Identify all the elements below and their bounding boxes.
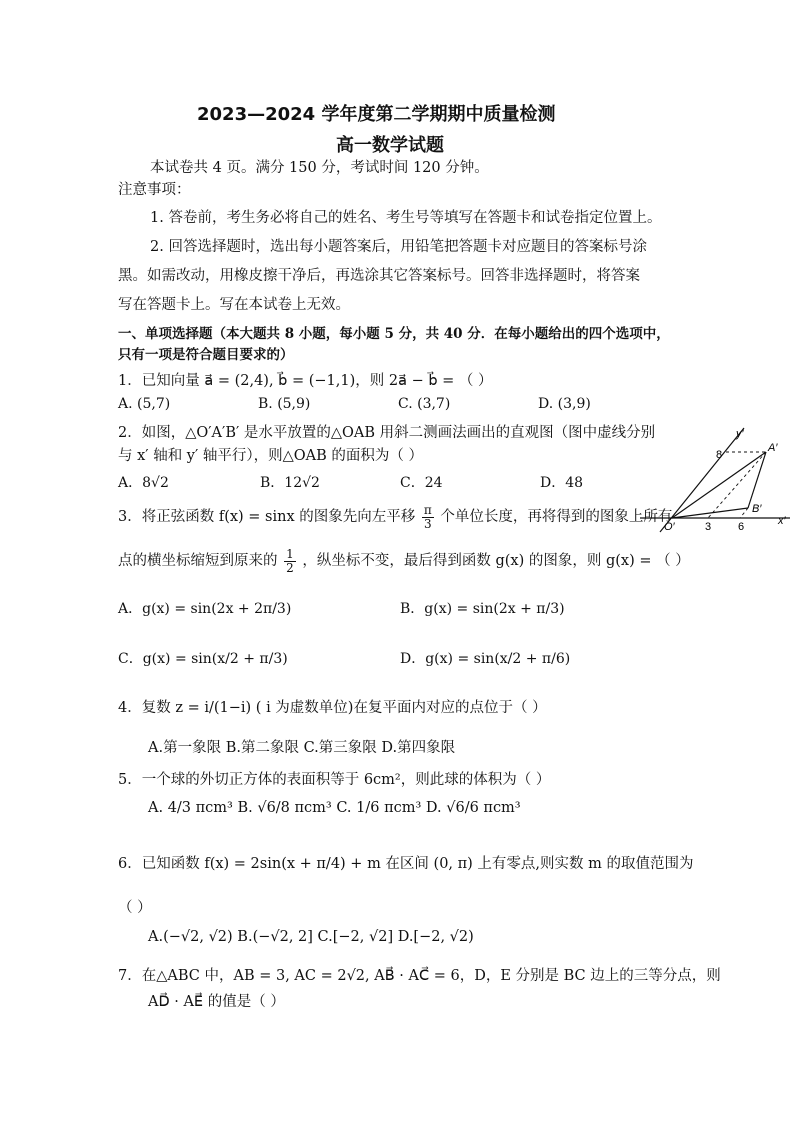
fraction-numerator: 1 <box>286 547 294 561</box>
dashed-to-6 <box>740 508 748 518</box>
question-6-stem: 6．已知函数 f(x) = 2sin(x + π/4) + m 在区间 (0, π) 上有零点,则实数 m 的取值范围为 <box>118 856 694 872</box>
note-2-line-2: 黑。如需改动，用橡皮擦干净后，再选涂其它答案标号。回答非选择题时，将答案 <box>118 268 640 284</box>
question-5-stem: 5．一个球的外切正方体的表面积等于 6cm²，则此球的体积为（ ） <box>118 772 551 788</box>
label-point-a: A′ <box>768 442 778 454</box>
question-1-option-c: C. (3,7) <box>398 396 451 412</box>
fraction-pi-over-3 <box>422 504 434 530</box>
question-4-options: A.第一象限 B.第二象限 C.第三象限 D.第四象限 <box>148 740 456 756</box>
question-3-line-1-pre: 3．将正弦函数 f(x) = sinx 的图象先向左平移 <box>118 509 416 526</box>
fraction-denominator: 2 <box>286 560 294 575</box>
question-3-option-c: C．g(x) = sin(x/2 + π/3) <box>118 651 288 667</box>
label-y-axis: y′ <box>736 428 744 440</box>
question-5-options: A. 4/3 πcm³ B. √6/8 πcm³ C. 1/6 πcm³ D. √6/6 πcm³ <box>148 800 521 816</box>
label-origin: O′ <box>664 521 675 533</box>
question-6-blank: （ ） <box>118 900 152 916</box>
fraction-denominator: 3 <box>424 516 432 531</box>
section-1-heading-line-2: 只有一项是符合题目要求的） <box>118 347 294 363</box>
question-3-option-d: D．g(x) = sin(x/2 + π/6) <box>400 651 571 667</box>
label-point-b: B′ <box>752 503 762 515</box>
question-3-line-2 <box>118 548 690 574</box>
label-6: 6 <box>738 521 745 533</box>
question-3-line-2-post: ，纵坐标不变，最后得到函数 g(x) 的图象，则 g(x) = （ ） <box>302 553 690 570</box>
question-4-stem: 4．复数 z = i/(1−i) ( i 为虚数单位)在复平面内对应的点位于（ ） <box>118 700 547 716</box>
note-2-line-1: 2. 回答选择题时，选出每小题答案后，用铅笔把答题卡对应题目的答案标号涂 <box>150 239 647 255</box>
question-1-stem: 1．已知向量 a⃗ = (2,4), b⃗ = (−1,1)，则 2a⃗ − b⃗ = （ ） <box>118 373 493 389</box>
exam-title: 2023—2024 学年度第二学期期中质量检测 <box>197 104 556 125</box>
note-2-line-3: 写在答题卡上。写在本试卷上无效。 <box>118 297 350 313</box>
question-3-line-1-post: 个单位长度，再将得到的图象上所有 <box>440 509 673 526</box>
y-axis-line <box>660 428 744 532</box>
question-2-option-d: D．48 <box>540 475 584 491</box>
label-3: 3 <box>705 521 712 533</box>
question-3-line-2-pre: 点的横坐标缩短到原来的 <box>118 553 278 570</box>
fraction-one-half <box>284 548 296 574</box>
exam-info: 本试卷共 4 页。满分 150 分，考试时间 120 分钟。 <box>150 160 489 176</box>
question-6-options: A.(−√2, √2) B.(−√2, 2] C.[−2, √2] D.[−2, √2) <box>148 929 474 945</box>
fraction-numerator: π <box>423 503 432 517</box>
note-1: 1. 答卷前，考生务必将自己的姓名、考生号等填写在答题卡和试卷指定位置上。 <box>150 210 662 226</box>
question-1-option-d: D. (3,9) <box>538 396 591 412</box>
question-2-line-2: 与 x′ 轴和 y′ 轴平行），则△OAB 的面积为（ ） <box>118 448 424 464</box>
label-x-axis: x′ <box>778 515 786 527</box>
question-2-option-a: A．8√2 <box>118 475 169 491</box>
question-7-line-1: 7．在△ABC 中，AB = 3, AC = 2√2, AB⃗ · AC⃗ = 6，D，E 分别是 BC 边上的三等分点，则 <box>118 968 721 984</box>
question-3-line-1 <box>118 504 672 530</box>
notice-label: 注意事项： <box>118 182 191 198</box>
segment-ab <box>748 452 766 508</box>
question-3-option-b: B．g(x) = sin(2x + π/3) <box>400 601 565 617</box>
question-1-option-a: A. (5,7) <box>118 396 171 412</box>
question-7-line-2: AD⃗ · AE⃗ 的值是（ ） <box>148 994 285 1010</box>
exam-subtitle: 高一数学试题 <box>336 135 444 156</box>
question-2-option-c: C．24 <box>400 475 443 491</box>
question-1-option-b: B. (5,9) <box>258 396 311 412</box>
section-1-heading-line-1: 一、单项选择题（本大题共 8 小题，每小题 5 分，共 40 分．在每小题给出的四个选项中， <box>118 326 670 342</box>
label-8: 8 <box>716 449 723 461</box>
question-2-option-b: B．12√2 <box>260 475 320 491</box>
question-3-option-a: A．g(x) = sin(2x + 2π/3) <box>118 601 292 617</box>
question-2-line-1: 2．如图，△O′A′B′ 是水平放置的△OAB 用斜二测画法画出的直观图（图中虚线分别 <box>118 425 656 441</box>
